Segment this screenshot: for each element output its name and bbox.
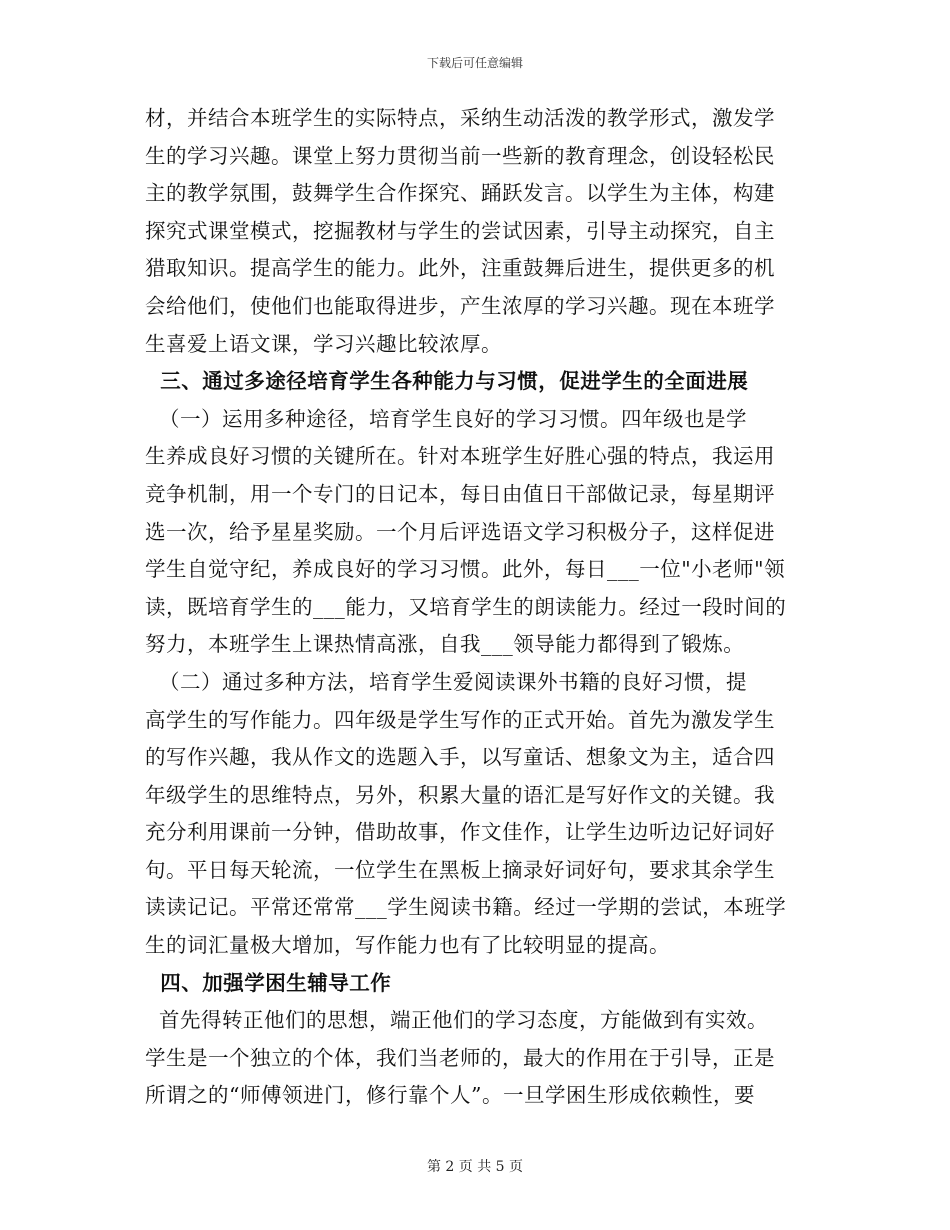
text-line: 选一次，给予星星奖励。一个月后评选语文学习积极分子，这样促进 [145, 519, 775, 544]
text-line: 充分利用课前一分钟，借助故事，作文佳作，让学生边听边记好词好 [145, 820, 775, 845]
text-line: 竞争机制，用一个专门的日记本，每日由值日干部做记录，每星期评 [145, 481, 775, 506]
text-line: （二）通过多种方法，培育学生爱阅读课外书籍的良好习惯，提 [145, 669, 748, 694]
section-heading-3: 三、通过多途径培育学生各种能力与习惯，促进学生的全面进展 [145, 369, 749, 394]
text-line: 学生自觉守纪，养成良好的学习习惯。此外，每日___一位"小老师"领 [145, 557, 786, 582]
text-line: 读，既培育学生的___能力，又培育学生的朗读能力。经过一段时间的 [145, 594, 787, 619]
text-line: 探究式课堂模式，挖掘教材与学生的尝试因素，引导主动探究，自主 [145, 218, 775, 243]
page-footer: 第 2 页 共 5 页 [426, 1159, 524, 1175]
text-line: 会给他们，使他们也能取得进步，产生浓厚的学习兴趣。现在本班学 [145, 293, 775, 318]
text-line: 生喜爱上语文课，学习兴趣比较浓厚。 [145, 331, 502, 356]
text-line: 生的词汇量极大增加，写作能力也有了比较明显的提高。 [145, 933, 670, 958]
text-line: 所谓之的“师傅领进门，修行靠个人”。一旦学困生形成依赖性，要 [145, 1083, 755, 1108]
text-line: 猎取知识。提高学生的能力。此外，注重鼓舞后进生，提供更多的机 [145, 256, 775, 281]
text-line: 材，并结合本班学生的实际特点，采纳生动活泼的教学形式，激发学 [145, 106, 775, 130]
text-line: 高学生的写作能力。四年级是学生写作的正式开始。首先为激发学生 [145, 707, 775, 732]
text-line: 学生是一个独立的个体，我们当老师的，最大的作用在于引导，正是 [145, 1045, 775, 1070]
text-line: 生养成良好习惯的关键所在。针对本班学生好胜心强的特点，我运用 [145, 444, 775, 469]
text-line: 主的教学氛围，鼓舞学生合作探究、踊跃发言。以学生为主体，构建 [145, 181, 775, 206]
section-heading-4: 四、加强学困生辅导工作 [145, 970, 392, 995]
text-line: （一）运用多种途径，培育学生良好的学习习惯。四年级也是学 [145, 406, 748, 431]
text-line: 努力，本班学生上课热情高涨，自我___领导能力都得到了锻炼。 [145, 632, 745, 657]
document-body [145, 100, 813, 1115]
text-line: 生的学习兴趣。课堂上努力贯彻当前一些新的教育理念，创设轻松民 [145, 143, 775, 168]
page-header: 下载后可任意编辑 [426, 56, 523, 70]
text-line: 读读记记。平常还常常___学生阅读书籍。经过一学期的尝试，本班学 [145, 895, 787, 920]
text-line: 年级学生的思维特点，另外，积累大量的语汇是写好作文的关键。我 [145, 782, 775, 807]
text-line: 句。平日每天轮流，一位学生在黑板上摘录好词好句，要求其余学生 [145, 857, 775, 882]
text-line: 首先得转正他们的思想，端正他们的学习态度，方能做到有实效。 [145, 1008, 769, 1033]
text-line: 的写作兴趣，我从作文的选题入手，以写童话、想象文为主，适合四 [145, 745, 775, 770]
